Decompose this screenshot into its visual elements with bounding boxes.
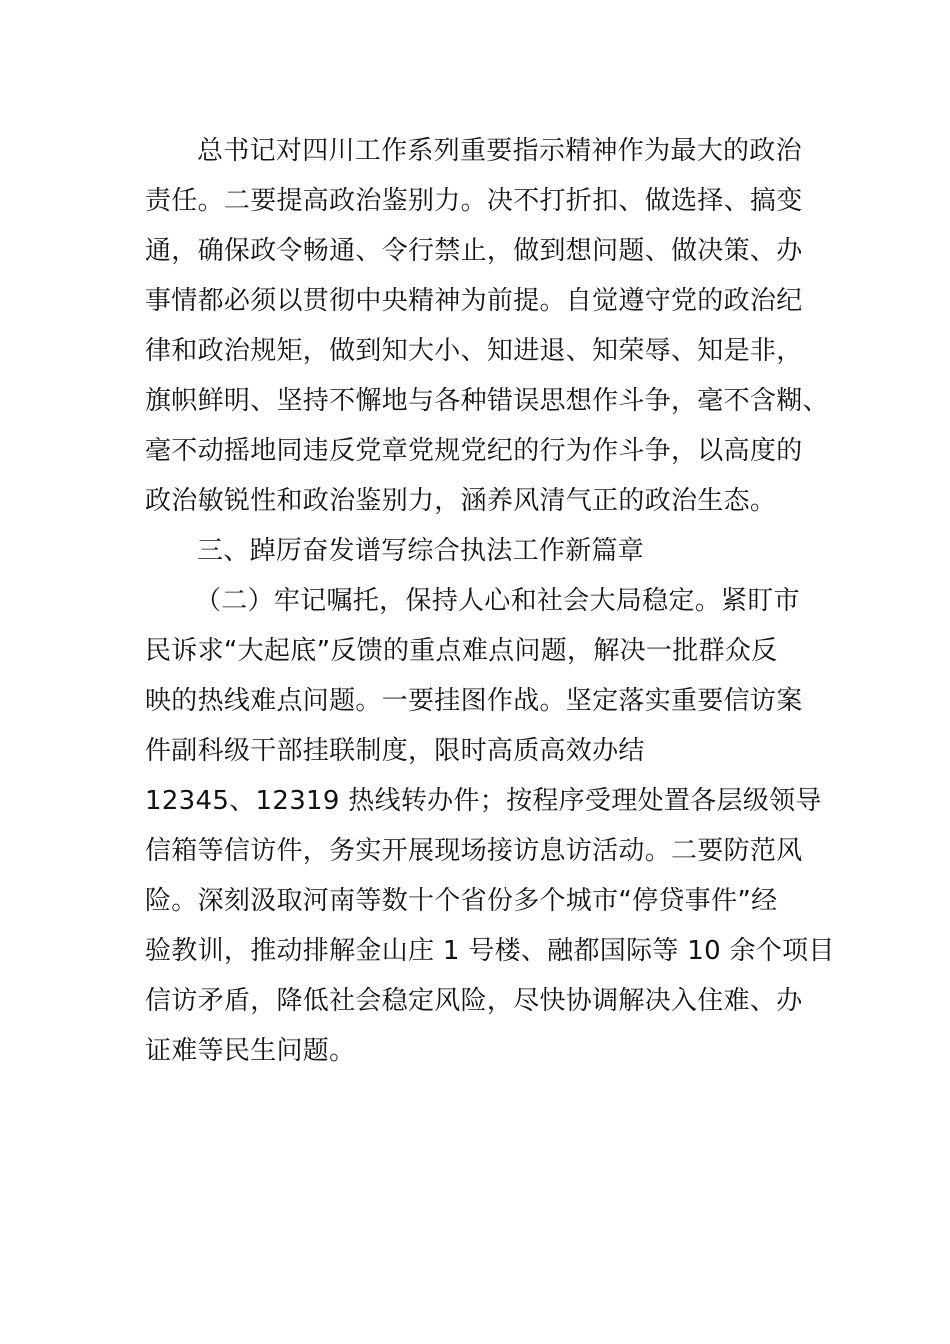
text-line: 12345、12319 热线转办件；按程序受理处置各层级领导 <box>145 786 822 816</box>
text-line: 证难等民生问题。 <box>145 1036 356 1066</box>
text-line: 责任。二要提高政治鉴别力。决不打折扣、做选择、搞变 <box>145 186 803 216</box>
text-line: 旗帜鲜明、坚持不懈地与各种错误思想作斗争，毫不含糊、 <box>145 386 829 416</box>
text-line: 民诉求“大起底”反馈的重点难点问题，解决一批群众反 <box>145 636 778 666</box>
text-line: 信访矛盾，降低社会稳定风险，尽快协调解决入住难、办 <box>145 986 803 1016</box>
text-line: 律和政治规矩，做到知大小、知进退、知荣辱、知是非， <box>145 336 803 366</box>
text-line: 事情都必须以贯彻中央精神为前提。自觉遵守党的政治纪 <box>145 286 803 316</box>
text-line: 毫不动摇地同违反党章党规党纪的行为作斗争，以高度的 <box>145 436 803 466</box>
text-line: 件副科级干部挂联制度，限时高质高效办结 <box>145 736 645 766</box>
text-line: 信箱等信访件，务实开展现场接访息访活动。二要防范风 <box>145 836 803 866</box>
text-line: 政治敏锐性和政治鉴别力，涵养风清气正的政治生态。 <box>145 486 777 516</box>
text-line: 通，确保政令畅通、令行禁止，做到想问题、做决策、办 <box>145 236 803 266</box>
text-line: 验教训，推动排解金山庄 1 号楼、融都国际等 10 余个项目 <box>145 936 835 966</box>
text-line: 映的热线难点问题。一要挂图作战。坚定落实重要信访案 <box>145 686 803 716</box>
text-line: 险。深刻汲取河南等数十个省份多个城市“停贷事件”经 <box>145 886 778 916</box>
subsection-heading: （二）牢记嘱托，保持人心和社会大局稳定。紧盯市 <box>195 586 800 616</box>
section-heading: 三、踔厉奋发谱写综合执法工作新篇章 <box>197 536 645 566</box>
text-line: 总书记对四川工作系列重要指示精神作为最大的政治 <box>197 136 802 166</box>
